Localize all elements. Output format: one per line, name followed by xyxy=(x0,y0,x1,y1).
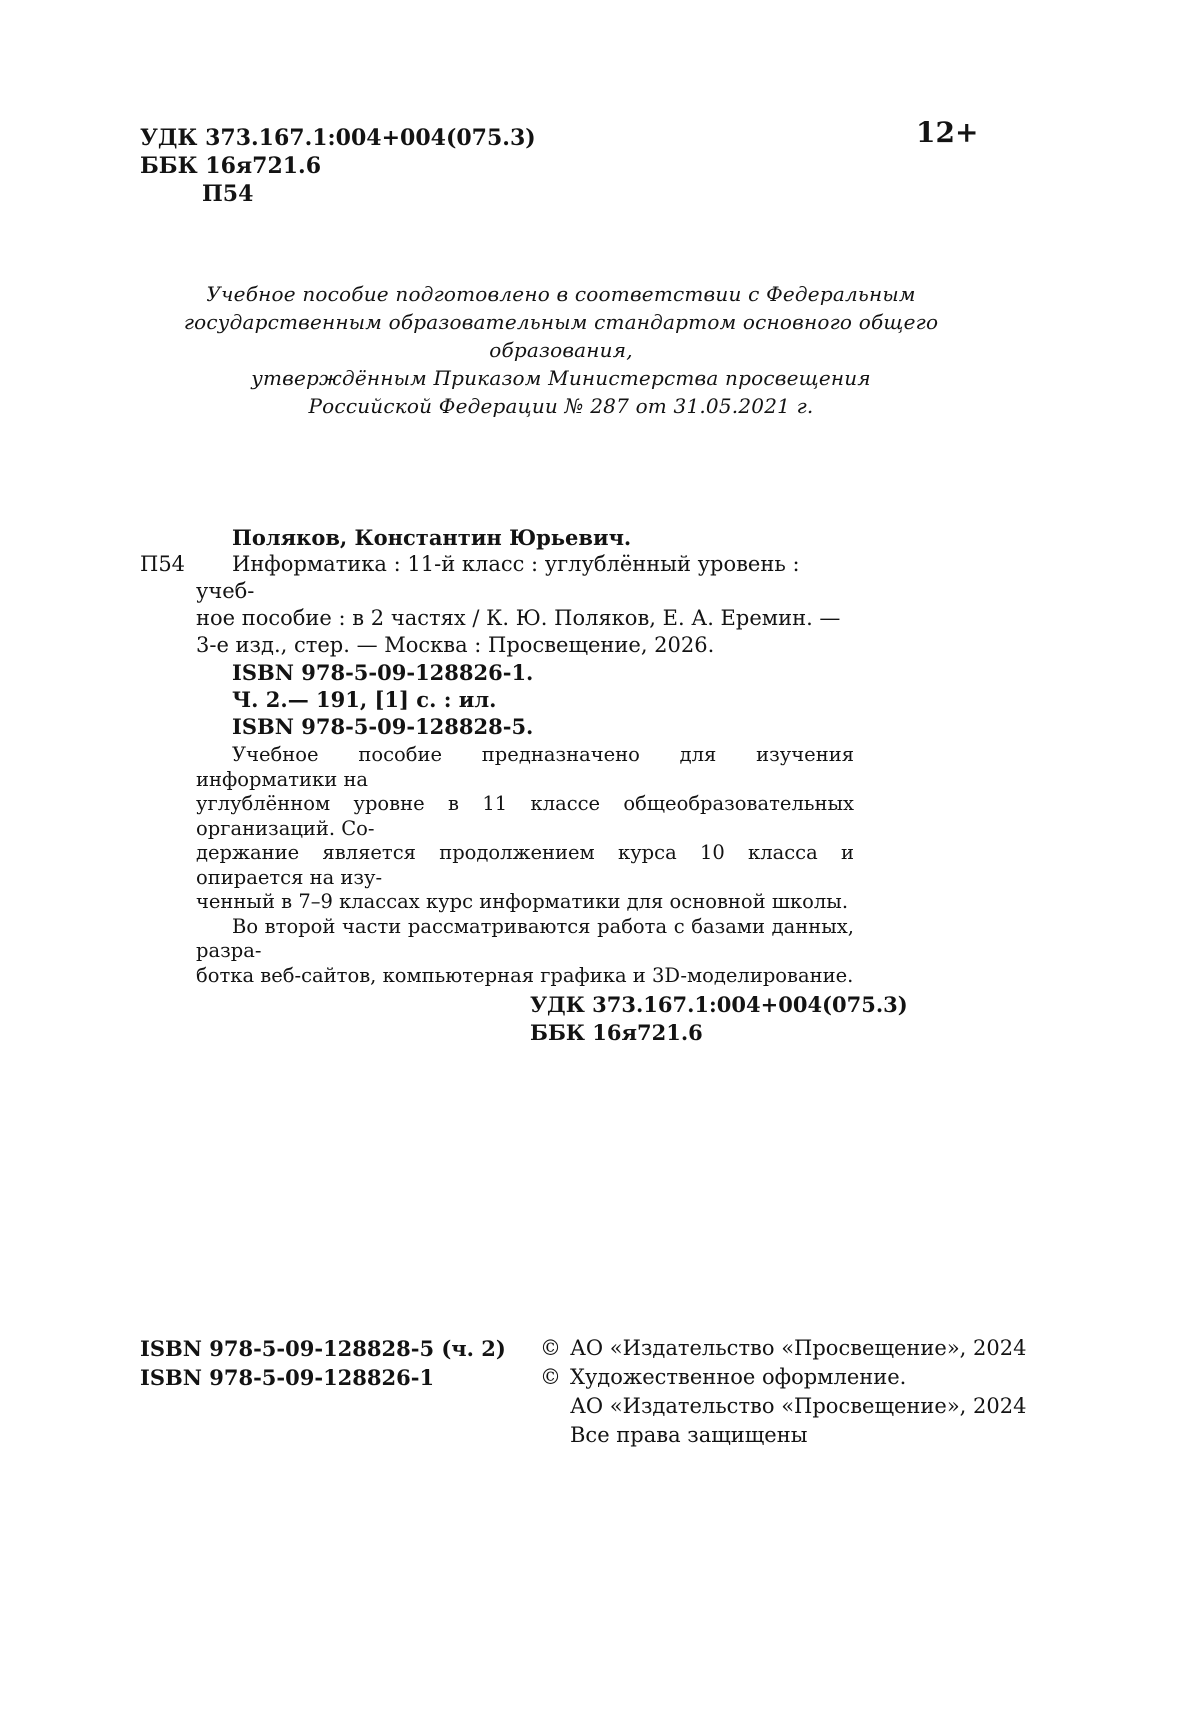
annotation-line: ботка веб-сайтов, компьютерная графика и 3D-моделирование. xyxy=(196,963,854,987)
age-rating-badge: 12+ xyxy=(916,116,979,149)
margin-author-sign: П54 xyxy=(140,552,186,576)
isbn-part1: ISBN 978-5-09-128826-1. xyxy=(232,660,534,685)
bbk-code-footer: ББК 16я721.6 xyxy=(530,1020,703,1045)
fgos-line: Учебное пособие подготовлено в соответствии с Федеральным xyxy=(206,282,916,306)
annotation-line: углублённом уровне в 11 классе общеобразовательных организаций. Со- xyxy=(196,792,854,840)
copyright-symbol: © xyxy=(540,1336,561,1360)
part-pages: Ч. 2.— 191, [1] с. : ил. xyxy=(232,687,497,712)
annotation-line: Во второй части рассматриваются работа с базами данных, разра- xyxy=(196,914,854,962)
bbk-code: ББК 16я721.6 xyxy=(140,153,322,179)
classification-codes-footer xyxy=(530,991,908,1047)
fgos-line: Российской Федерации № 287 от 31.05.2021 г. xyxy=(308,394,814,418)
copyright-line: Художественное оформление. xyxy=(570,1365,907,1389)
isbn-part2: ISBN 978-5-09-128828-5. xyxy=(232,714,534,739)
author-sign-code: П54 xyxy=(202,181,254,207)
imprint-footer xyxy=(140,1334,1070,1450)
udk-code-footer: УДК 373.167.1:004+004(075.3) xyxy=(530,992,908,1017)
udk-code: УДК 373.167.1:004+004(075.3) xyxy=(140,125,536,151)
copyright-block xyxy=(540,1334,1070,1450)
annotation xyxy=(196,743,854,988)
annotation-line: ченный в 7–9 классах курс информатики для основной школы. xyxy=(196,890,849,913)
copyright-entry xyxy=(540,1363,1070,1450)
copyright-line: Все права защищены xyxy=(570,1423,808,1447)
fgos-notice xyxy=(140,280,982,420)
bibliographic-block xyxy=(140,524,908,1047)
bibliographic-text xyxy=(196,524,908,1047)
author-name: Поляков, Константин Юрьевич. xyxy=(232,525,632,550)
copyright-symbol: © xyxy=(540,1365,561,1389)
isbn-line: ISBN 978-5-09-128828-5 (ч. 2) xyxy=(140,1336,506,1361)
copyright-entry xyxy=(540,1334,1070,1363)
biblio-line: Информатика : 11-й класс : углублённый уровень : учеб- xyxy=(196,552,800,603)
copyright-line: АО «Издательство «Просвещение», 2024 xyxy=(570,1336,1027,1360)
classification-block xyxy=(140,124,536,208)
copyright-line: АО «Издательство «Просвещение», 2024 xyxy=(570,1394,1027,1418)
annotation-line: Учебное пособие предназначено для изучения информатики на xyxy=(196,743,854,791)
biblio-line: ное пособие : в 2 частях / К. Ю. Поляков, Е. А. Еремин. — xyxy=(196,606,841,630)
isbn-block xyxy=(140,1334,540,1450)
fgos-line: государственным образовательным стандартом основного общего образования, xyxy=(183,310,939,362)
annotation-line: держание является продолжением курса 10 класса и опирается на изу- xyxy=(196,841,854,889)
fgos-line: утверждённым Приказом Министерства просвещения xyxy=(251,366,871,390)
biblio-line: 3-е изд., стер. — Москва : Просвещение, 2026. xyxy=(196,633,715,657)
isbn-line: ISBN 978-5-09-128826-1 xyxy=(140,1365,435,1390)
